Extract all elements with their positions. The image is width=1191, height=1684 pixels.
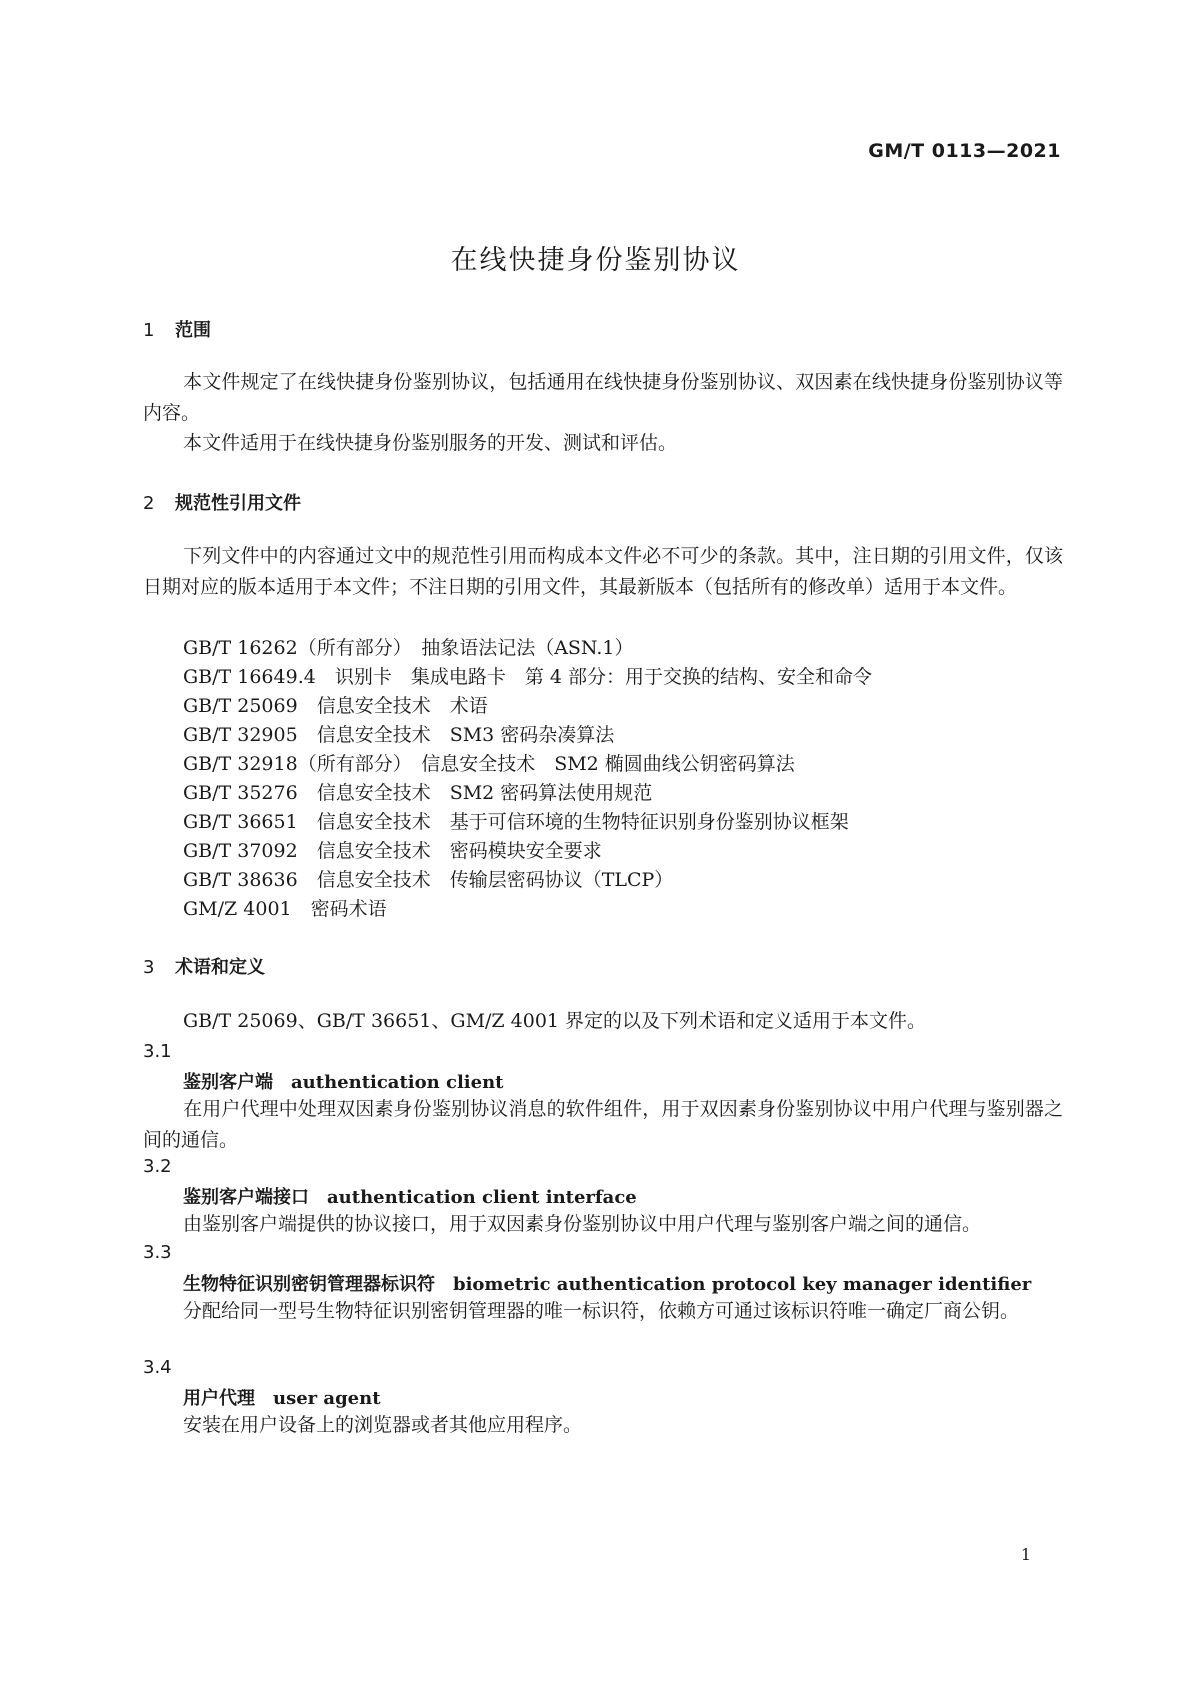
- term-definition: 在用户代理中处理双因素身份鉴别协议消息的软件组件，用于双因素身份鉴别协议中用户代理与鉴别器之间的通信。: [143, 1098, 1063, 1151]
- section-number: 1: [143, 320, 155, 341]
- reference-item: GB/T 35276 信息安全技术 SM2 密码算法使用规范: [183, 782, 653, 804]
- term-definition: 由鉴别客户端提供的协议接口，用于双因素身份鉴别协议中用户代理与鉴别客户端之间的通信。: [183, 1213, 982, 1235]
- reference-item: GB/T 32905 信息安全技术 SM3 密码杂凑算法: [183, 724, 615, 746]
- reference-item: GB/T 38636 信息安全技术 传输层密码协议（TLCP）: [183, 869, 674, 891]
- paragraph: 下列文件中的内容通过文中的规范性引用而构成本文件必不可少的条款。其中，注日期的引用文件，仅该日期对应的版本适用于本文件；不注日期的引用文件，其最新版本（包括所有的修改单）适用于本文件。: [143, 545, 1063, 598]
- page-number: 1: [1020, 1545, 1031, 1564]
- term-name: 鉴别客户端 authentication client: [183, 1072, 504, 1093]
- reference-item: GB/T 32918（所有部分） 信息安全技术 SM2 椭圆曲线公钥密码算法: [183, 753, 795, 775]
- section-title: 范围: [175, 320, 211, 341]
- term-number: 3.2: [143, 1156, 172, 1177]
- section-title: 规范性引用文件: [175, 493, 301, 514]
- term-definition: 安装在用户设备上的浏览器或者其他应用程序。: [183, 1414, 583, 1436]
- reference-item: GB/T 16649.4 识别卡 集成电路卡 第 4 部分：用于交换的结构、安全和命令: [183, 666, 872, 688]
- reference-item: GB/T 37092 信息安全技术 密码模块安全要求: [183, 840, 602, 862]
- term-definition: 分配给同一型号生物特征识别密钥管理器的唯一标识符，依赖方可通过该标识符唯一确定厂商公钥。: [183, 1300, 1020, 1322]
- section-title: 术语和定义: [175, 957, 265, 978]
- section-1-heading: [143, 316, 211, 342]
- standard-code: GM/T 0113—2021: [868, 140, 1061, 162]
- term-number: 3.1: [143, 1041, 172, 1062]
- reference-item: GB/T 36651 信息安全技术 基于可信环境的生物特征识别身份鉴别协议框架: [183, 811, 849, 833]
- section-number: 3: [143, 957, 155, 978]
- section-number: 2: [143, 493, 155, 514]
- term-number: 3.3: [143, 1242, 172, 1263]
- term-name: 生物特征识别密钥管理器标识符 biometric authentication protocol key manager identifier: [183, 1274, 1032, 1295]
- term-name: 用户代理 user agent: [183, 1388, 381, 1409]
- reference-item: GM/Z 4001 密码术语: [183, 898, 387, 920]
- term-name: 鉴别客户端接口 authentication client interface: [183, 1187, 637, 1208]
- term-number: 3.4: [143, 1357, 172, 1378]
- section-3-heading: [143, 953, 265, 979]
- section-2-heading: [143, 489, 301, 515]
- reference-item: GB/T 16262（所有部分） 抽象语法记法（ASN.1）: [183, 637, 634, 659]
- document-title: 在线快捷身份鉴别协议: [450, 245, 741, 276]
- reference-item: GB/T 25069 信息安全技术 术语: [183, 695, 488, 717]
- paragraph: GB/T 25069、GB/T 36651、GM/Z 4001 界定的以及下列术语和定义适用于本文件。: [183, 1010, 927, 1032]
- paragraph: 本文件规定了在线快捷身份鉴别协议，包括通用在线快捷身份鉴别协议、双因素在线快捷身份鉴别协议等内容。: [143, 371, 1063, 424]
- paragraph: 本文件适用于在线快捷身份鉴别服务的开发、测试和评估。: [183, 432, 678, 454]
